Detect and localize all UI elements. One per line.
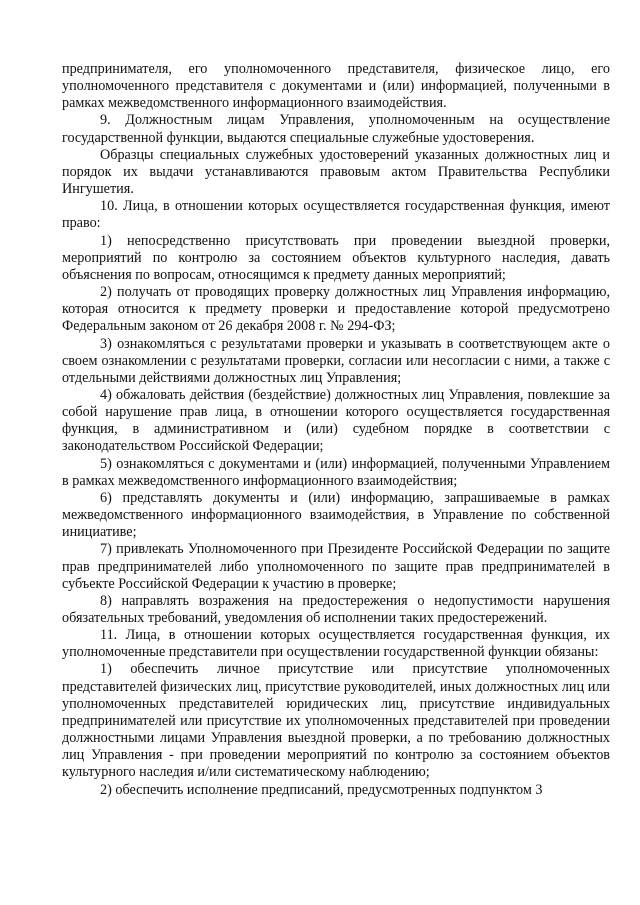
paragraph-10-item-5: 5) ознакомляться с документами и (или) информацией, полученными Управлением в рамках межведомственного информационного взаимодействия; [62,455,610,489]
paragraph-continuation: предпринимателя, его уполномоченного представителя, физическое лицо, его уполномоченного представителя с документами и (или) информацией, полученными в рамках межведомственного информационного взаимодействия. [62,61,610,112]
paragraph-10-item-6: 6) представлять документы и (или) информацию, запрашиваемые в рамках межведомственного информационного взаимодействия, в Управление по собственной инициативе; [62,489,610,541]
paragraph-10-item-4: 4) обжаловать действия (бездействие) должностных лиц Управления, повлекшие за собой нарушение прав лица, в отношении которого осуществляется государственная функция, в административном и (или) судебном порядке в соответствии с законодательством Российской Федерации; [62,386,610,455]
paragraph-10-item-3: 3) ознакомляться с результатами проверки и указывать в соответствующем акте о своем ознакомлении с результатами проверки, согласии или несогласии с ними, а также с отдельными действиями должностных лиц Управления; [62,335,610,386]
document-page [62,61,610,799]
paragraph-10-item-7: 7) привлекать Уполномоченного при Президенте Российской Федерации по защите прав предпринимателей либо уполномоченного по защите прав предпринимателей в субъекте Российской Федерации к участию в проверке; [62,541,610,592]
paragraph-10-item-1: 1) непосредственно присутствовать при проведении выездной проверки, мероприятий по контролю за состоянием объектов культурного наследия, давать объяснения по вопросам, относящимся к предмету данных мероприятий; [62,232,610,283]
paragraph-9-certificates: Образцы специальных служебных удостоверений указанных должностных лиц и порядок их выдачи устанавливаются правовым актом Правительства Республики Ингушетия. [62,146,610,198]
paragraph-10-item-8: 8) направлять возражения на предостережения о недопустимости нарушения обязательных требований, уведомления об исполнении таких предостережений. [62,592,610,626]
paragraph-10: 10. Лица, в отношении которых осуществляется государственная функция, имеют право: [62,198,610,232]
paragraph-11: 11. Лица, в отношении которых осуществляется государственная функция, их уполномоченные представители при осуществлении государственной функции обязаны: [62,627,610,661]
paragraph-11-item-1: 1) обеспечить личное присутствие или присутствие уполномоченных представителей физических лиц, присутствие руководителей, иных должностных лиц или уполномоченных представителей юридических лиц, присутствие индивидуальных предпринимателей или присутствие их уполномоченных представителей при проведении должностными лицами Управления выездной проверки, а по требованию должностных лиц Управления - при проведении мероприятий по контролю за состоянием объектов культурного наследия и/или систематическому наблюдению; [62,661,610,781]
paragraph-9: 9. Должностным лицам Управления, уполномоченным на осуществление государственной функции, выдаются специальные служебные удостоверения. [62,112,610,146]
paragraph-10-item-2: 2) получать от проводящих проверку должностных лиц Управления информацию, которая относится к предмету проверки и предоставление которой предусмотрено Федеральным законом от 26 декабря 2008 г. № 294-ФЗ; [62,284,610,335]
paragraph-11-item-2: 2) обеспечить исполнение предписаний, предусмотренных подпунктом 3 [100,781,543,798]
